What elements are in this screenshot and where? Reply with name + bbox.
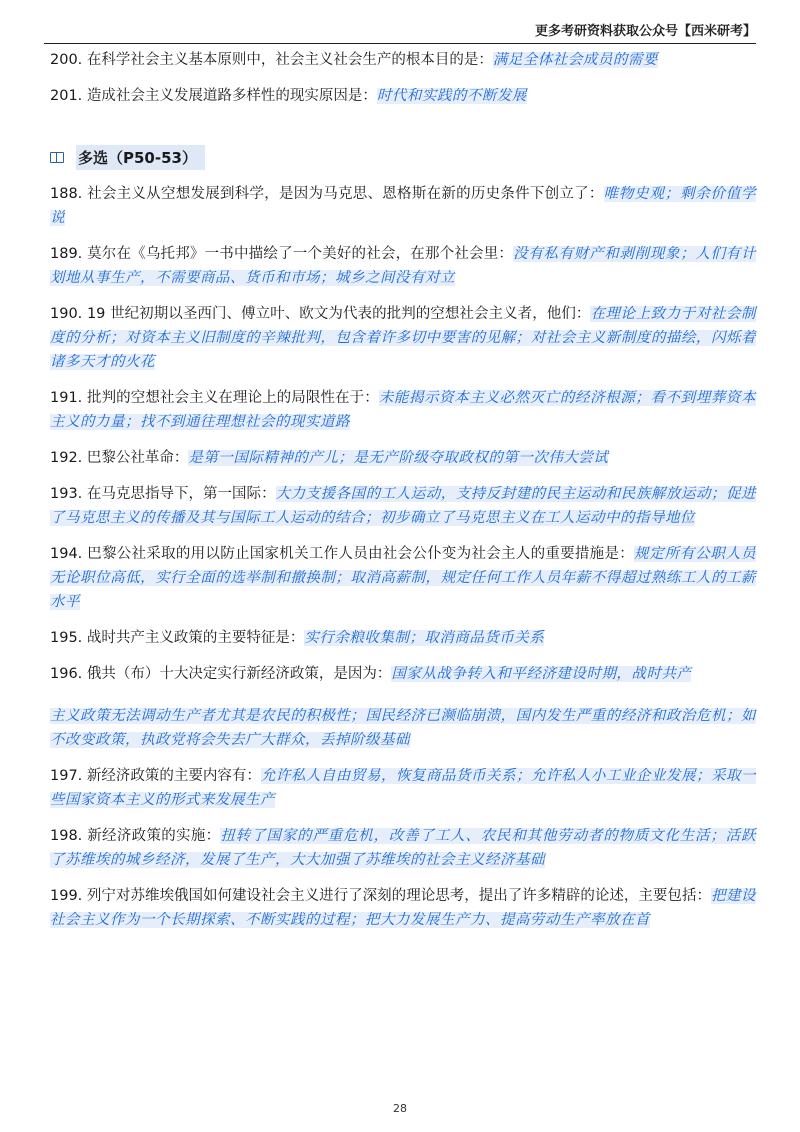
question-text: 195. 战时共产主义政策的主要特征是： [50, 630, 305, 646]
question-text: 196. 俄共（布）十大决定实行新经济政策，是因为： [50, 666, 392, 682]
question-text: 201. 造成社会主义发展道路多样性的现实原因是： [50, 88, 377, 104]
question-item-189 [50, 242, 756, 290]
answer-text: 扭转了国家的严重危机，改善了工人、农民和其他劳动者的物质文化生活；活跃了苏维埃的城乡经济，发展了生产，大大加强了苏维埃的社会主义经济基础 [50, 828, 756, 868]
book-icon [50, 152, 64, 163]
question-text: 194. 巴黎公社采取的用以防止国家机关工作人员由社会公仆变为社会主人的重要措施是： [50, 546, 635, 562]
question-item-196 [50, 662, 756, 686]
question-item-190 [50, 302, 756, 374]
question-text: 199. 列宁对苏维埃俄国如何建设社会主义进行了深刻的理论思考，提出了许多精辟的论述，主要包括： [50, 888, 711, 904]
question-text: 193. 在马克思指导下，第一国际： [50, 486, 276, 502]
page-number: 28 [393, 1102, 407, 1115]
answer-text: 在理论上致力于对社会制度的分析；对资本主义旧制度的辛辣批判，包含着许多切中要害的见解；对社会主义新制度的描绘，闪烁着诸多天才的火花 [50, 306, 757, 370]
answer-text: 允许私人自由贸易，恢复商品货币关系；允许私人小工业企业发展；采取一些国家资本主义的形式来发展生产 [50, 768, 756, 808]
question-item-200 [50, 48, 756, 72]
page-content [50, 48, 756, 944]
question-item-192 [50, 446, 756, 470]
question-text: 197. 新经济政策的主要内容有： [50, 768, 261, 784]
question-text: 188. 社会主义从空想发展到科学，是因为马克思、恩格斯在新的历史条件下创立了： [50, 186, 604, 202]
header-text: 更多考研资料获取公众号【西米研考】 [534, 24, 756, 39]
answer-text: 大力支援各国的工人运动，支持反封建的民主运动和民族解放运动；促进了马克思主义的传播及其与国际工人运动的结合；初步确立了马克思主义在工人运动中的指导地位 [50, 486, 756, 526]
question-text: 190. 19 世纪初期以圣西门、傅立叶、欧文为代表的批判的空想社会主义者，他们： [50, 306, 591, 322]
question-item-194 [50, 542, 756, 614]
question-text: 192. 巴黎公社革命： [50, 450, 189, 466]
answer-text: 主义政策无法调动生产者尤其是农民的积极性；国民经济已濒临崩溃，国内发生严重的经济和政治危机；如不改变政策，执政党将会失去广大群众，丢掉阶级基础 [50, 708, 756, 748]
question-item-191 [50, 386, 756, 434]
section-heading-multiple-choice [50, 144, 756, 170]
question-item-199 [50, 884, 756, 932]
section-title: 多选（P50-53） [76, 145, 205, 170]
answer-text: 满足全体社会成员的需要 [492, 52, 658, 68]
question-item-196-continued [50, 704, 756, 752]
question-text: 191. 批判的空想社会主义在理论上的局限性在于： [50, 390, 379, 406]
answer-text: 没有私有财产和剥削现象；人们有计划地从事生产，不需要商品、货币和市场；城乡之间没有对立 [50, 246, 756, 286]
answer-text: 国家从战争转入和平经济建设时期，战时共产 [391, 666, 692, 682]
question-text: 189. 莫尔在《乌托邦》一书中描绘了一个美好的社会，在那个社会里： [50, 246, 514, 262]
header-rule [44, 43, 756, 44]
answer-text: 未能揭示资本主义必然灭亡的经济根源；看不到埋葬资本主义的力量；找不到通往理想社会的现实道路 [50, 390, 756, 430]
answer-text: 唯物史观；剩余价值学说 [50, 186, 756, 226]
question-item-197 [50, 764, 756, 812]
question-text: 198. 新经济政策的实施： [50, 828, 221, 844]
question-text: 200. 在科学社会主义基本原则中，社会主义社会生产的根本目的是： [50, 52, 493, 68]
question-item-195 [50, 626, 756, 650]
answer-text: 时代和实践的不断发展 [376, 88, 527, 104]
answer-text: 实行余粮收集制；取消商品货币关系 [304, 630, 545, 646]
answer-text: 规定所有公职人员无论职位高低，实行全面的选举制和撤换制；取消高薪制，规定任何工作人员年薪不得超过熟练工人的工薪水平 [50, 546, 756, 610]
question-item-201 [50, 84, 756, 108]
question-item-193 [50, 482, 756, 530]
question-item-188 [50, 182, 756, 230]
answer-text: 是第一国际精神的产儿；是无产阶级夺取政权的第一次伟大尝试 [188, 450, 609, 466]
question-item-198 [50, 824, 756, 872]
answer-text: 把建设社会主义作为一个长期探索、不断实践的过程；把大力发展生产力、提高劳动生产率放在首 [50, 888, 757, 928]
